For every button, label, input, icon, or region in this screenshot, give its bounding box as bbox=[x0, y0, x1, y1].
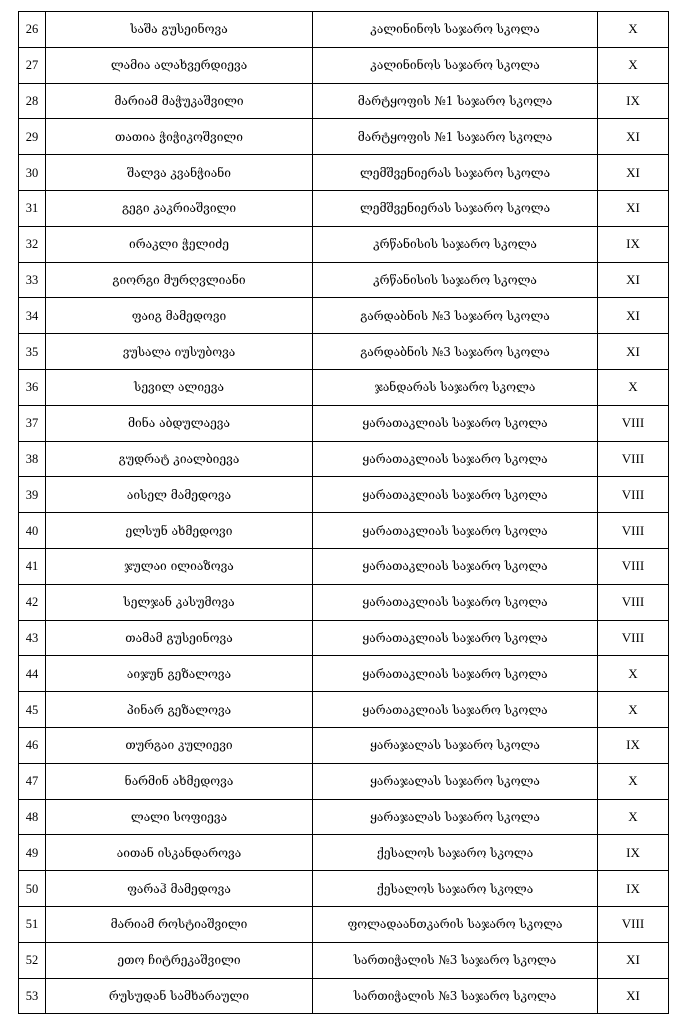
row-number-cell: 46 bbox=[19, 727, 46, 763]
row-number-cell: 41 bbox=[19, 548, 46, 584]
grade-cell: XI bbox=[598, 190, 669, 226]
table-row bbox=[19, 656, 669, 692]
school-name-cell: ყარათაკლიას საჯარო სკოლა bbox=[313, 584, 598, 620]
table-row bbox=[19, 727, 669, 763]
student-name-cell: პინარ გეზალოვა bbox=[46, 692, 313, 728]
table-row bbox=[19, 298, 669, 334]
grade-cell: VIII bbox=[598, 477, 669, 513]
row-number-cell: 29 bbox=[19, 119, 46, 155]
student-name-cell: სევილ ალიევა bbox=[46, 369, 313, 405]
grade-cell: IX bbox=[598, 83, 669, 119]
grade-cell: VIII bbox=[598, 906, 669, 942]
table-row bbox=[19, 405, 669, 441]
student-name-cell: შალვა კვანჭიანი bbox=[46, 155, 313, 191]
grade-cell: XI bbox=[598, 262, 669, 298]
table-row bbox=[19, 119, 669, 155]
row-number-cell: 36 bbox=[19, 369, 46, 405]
participants-table-body bbox=[19, 12, 669, 1014]
student-name-cell: ნარმინ ახმედოვა bbox=[46, 763, 313, 799]
school-name-cell: ყარათაკლიას საჯარო სკოლა bbox=[313, 692, 598, 728]
school-name-cell: სართიჭალის №3 საჯარო სკოლა bbox=[313, 978, 598, 1014]
school-name-cell: ყარათაკლიას საჯარო სკოლა bbox=[313, 441, 598, 477]
row-number-cell: 32 bbox=[19, 226, 46, 262]
row-number-cell: 45 bbox=[19, 692, 46, 728]
school-name-cell: კრწანისის საჯარო სკოლა bbox=[313, 226, 598, 262]
student-name-cell: ლამია ალახვერდიევა bbox=[46, 47, 313, 83]
school-name-cell: ჯანდარას საჯარო სკოლა bbox=[313, 369, 598, 405]
student-name-cell: მარიამ როსტიაშვილი bbox=[46, 906, 313, 942]
row-number-cell: 33 bbox=[19, 262, 46, 298]
table-row bbox=[19, 155, 669, 191]
table-row bbox=[19, 12, 669, 48]
table-row bbox=[19, 334, 669, 370]
school-name-cell: ყარათაკლიას საჯარო სკოლა bbox=[313, 477, 598, 513]
school-name-cell: ლემშვენიერას საჯარო სკოლა bbox=[313, 155, 598, 191]
student-name-cell: მარიამ მაჭუკაშვილი bbox=[46, 83, 313, 119]
student-name-cell: ელსუნ ახმედოვი bbox=[46, 513, 313, 549]
row-number-cell: 31 bbox=[19, 190, 46, 226]
school-name-cell: ქესალოს საჯარო სკოლა bbox=[313, 871, 598, 907]
student-name-cell: აითან ისკანდაროვა bbox=[46, 835, 313, 871]
table-row bbox=[19, 692, 669, 728]
table-row bbox=[19, 978, 669, 1014]
student-name-cell: მინა აბდულაევა bbox=[46, 405, 313, 441]
school-name-cell: კალინინოს საჯარო სკოლა bbox=[313, 12, 598, 48]
table-row bbox=[19, 906, 669, 942]
student-name-cell: ეთო ჩიტრეკაშვილი bbox=[46, 942, 313, 978]
student-name-cell: საშა გუსეინოვა bbox=[46, 12, 313, 48]
row-number-cell: 40 bbox=[19, 513, 46, 549]
grade-cell: X bbox=[598, 369, 669, 405]
grade-cell: VIII bbox=[598, 548, 669, 584]
student-name-cell: გიორგი მურღვლიანი bbox=[46, 262, 313, 298]
grade-cell: VIII bbox=[598, 513, 669, 549]
table-row bbox=[19, 942, 669, 978]
student-name-cell: ფაიგ მამედოვი bbox=[46, 298, 313, 334]
row-number-cell: 37 bbox=[19, 405, 46, 441]
table-row bbox=[19, 441, 669, 477]
row-number-cell: 27 bbox=[19, 47, 46, 83]
table-row bbox=[19, 83, 669, 119]
row-number-cell: 47 bbox=[19, 763, 46, 799]
table-row bbox=[19, 871, 669, 907]
school-name-cell: ყარათაკლიას საჯარო სკოლა bbox=[313, 548, 598, 584]
row-number-cell: 49 bbox=[19, 835, 46, 871]
table-row bbox=[19, 620, 669, 656]
grade-cell: X bbox=[598, 763, 669, 799]
student-name-cell: რუსუდან სამხარაული bbox=[46, 978, 313, 1014]
table-row bbox=[19, 548, 669, 584]
student-name-cell: ლალი სოფიევა bbox=[46, 799, 313, 835]
row-number-cell: 28 bbox=[19, 83, 46, 119]
school-name-cell: გარდაბნის №3 საჯარო სკოლა bbox=[313, 298, 598, 334]
table-row bbox=[19, 262, 669, 298]
grade-cell: VIII bbox=[598, 584, 669, 620]
row-number-cell: 34 bbox=[19, 298, 46, 334]
row-number-cell: 48 bbox=[19, 799, 46, 835]
school-name-cell: ყარათაკლიას საჯარო სკოლა bbox=[313, 405, 598, 441]
school-name-cell: ყარათაკლიას საჯარო სკოლა bbox=[313, 620, 598, 656]
student-name-cell: ვუსალა იუსუბოვა bbox=[46, 334, 313, 370]
student-name-cell: ფარაჰ მამედოვა bbox=[46, 871, 313, 907]
row-number-cell: 35 bbox=[19, 334, 46, 370]
grade-cell: VIII bbox=[598, 405, 669, 441]
row-number-cell: 30 bbox=[19, 155, 46, 191]
row-number-cell: 50 bbox=[19, 871, 46, 907]
row-number-cell: 43 bbox=[19, 620, 46, 656]
student-name-cell: გუდრატ კიალბიევა bbox=[46, 441, 313, 477]
grade-cell: XI bbox=[598, 119, 669, 155]
student-name-cell: აიჯუნ გეზალოვა bbox=[46, 656, 313, 692]
grade-cell: X bbox=[598, 799, 669, 835]
table-row bbox=[19, 799, 669, 835]
grade-cell: VIII bbox=[598, 620, 669, 656]
student-name-cell: გეგი კაკრიაშვილი bbox=[46, 190, 313, 226]
student-name-cell: ჯულაი ილიაზოვა bbox=[46, 548, 313, 584]
grade-cell: IX bbox=[598, 835, 669, 871]
table-row bbox=[19, 226, 669, 262]
school-name-cell: კრწანისის საჯარო სკოლა bbox=[313, 262, 598, 298]
row-number-cell: 52 bbox=[19, 942, 46, 978]
row-number-cell: 53 bbox=[19, 978, 46, 1014]
school-name-cell: ყარაჯალას საჯარო სკოლა bbox=[313, 727, 598, 763]
school-name-cell: ყარათაკლიას საჯარო სკოლა bbox=[313, 513, 598, 549]
grade-cell: XI bbox=[598, 978, 669, 1014]
table-row bbox=[19, 190, 669, 226]
grade-cell: X bbox=[598, 47, 669, 83]
grade-cell: X bbox=[598, 692, 669, 728]
school-name-cell: ყარათაკლიას საჯარო სკოლა bbox=[313, 656, 598, 692]
grade-cell: X bbox=[598, 656, 669, 692]
table-row bbox=[19, 835, 669, 871]
table-row bbox=[19, 477, 669, 513]
grade-cell: VIII bbox=[598, 441, 669, 477]
grade-cell: XI bbox=[598, 334, 669, 370]
row-number-cell: 39 bbox=[19, 477, 46, 513]
grade-cell: IX bbox=[598, 871, 669, 907]
school-name-cell: ყარაჯალას საჯარო სკოლა bbox=[313, 763, 598, 799]
student-name-cell: ირაკლი ჭელიძე bbox=[46, 226, 313, 262]
row-number-cell: 42 bbox=[19, 584, 46, 620]
table-row bbox=[19, 763, 669, 799]
school-name-cell: მარტყოფის №1 საჯარო სკოლა bbox=[313, 83, 598, 119]
student-name-cell: აისელ მამედოვა bbox=[46, 477, 313, 513]
school-name-cell: კალინინოს საჯარო სკოლა bbox=[313, 47, 598, 83]
table-row bbox=[19, 47, 669, 83]
grade-cell: IX bbox=[598, 727, 669, 763]
student-name-cell: თათია ჭიჭიკოშვილი bbox=[46, 119, 313, 155]
school-name-cell: სართიჭალის №3 საჯარო სკოლა bbox=[313, 942, 598, 978]
school-name-cell: გარდაბნის №3 საჯარო სკოლა bbox=[313, 334, 598, 370]
table-row bbox=[19, 369, 669, 405]
school-name-cell: ქესალოს საჯარო სკოლა bbox=[313, 835, 598, 871]
grade-cell: XI bbox=[598, 942, 669, 978]
student-name-cell: სელჯან კასუმოვა bbox=[46, 584, 313, 620]
row-number-cell: 44 bbox=[19, 656, 46, 692]
student-name-cell: თამამ გუსეინოვა bbox=[46, 620, 313, 656]
participants-table bbox=[18, 11, 669, 1014]
grade-cell: XI bbox=[598, 298, 669, 334]
student-name-cell: თურგაი კულიევი bbox=[46, 727, 313, 763]
row-number-cell: 51 bbox=[19, 906, 46, 942]
row-number-cell: 38 bbox=[19, 441, 46, 477]
table-row bbox=[19, 513, 669, 549]
table-row bbox=[19, 584, 669, 620]
grade-cell: XI bbox=[598, 155, 669, 191]
school-name-cell: ფოლადაანთკარის საჯარო სკოლა bbox=[313, 906, 598, 942]
school-name-cell: მარტყოფის №1 საჯარო სკოლა bbox=[313, 119, 598, 155]
grade-cell: X bbox=[598, 12, 669, 48]
grade-cell: IX bbox=[598, 226, 669, 262]
school-name-cell: ლემშვენიერას საჯარო სკოლა bbox=[313, 190, 598, 226]
row-number-cell: 26 bbox=[19, 12, 46, 48]
school-name-cell: ყარაჯალას საჯარო სკოლა bbox=[313, 799, 598, 835]
